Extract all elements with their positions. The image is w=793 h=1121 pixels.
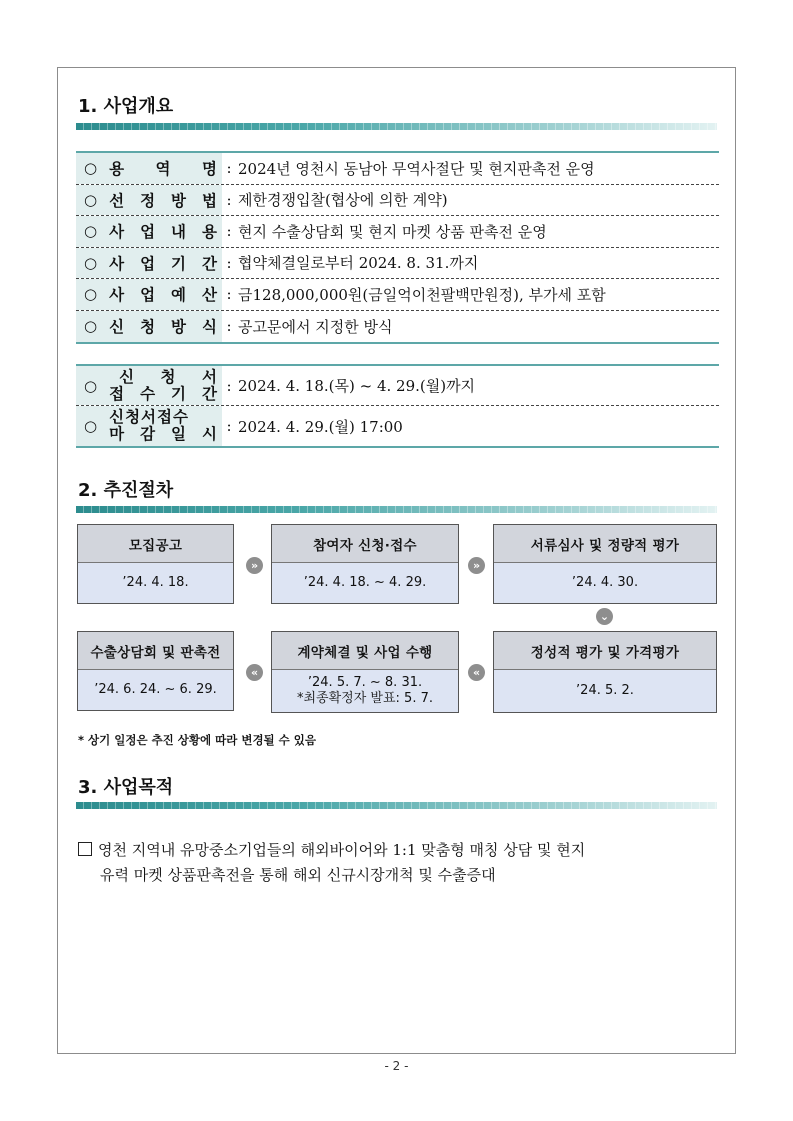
colon: : bbox=[226, 376, 232, 395]
flow-step-date: ’24. 4. 18. ~ 4. 29. bbox=[303, 575, 427, 590]
arrow-down-icon: ⌄ bbox=[596, 608, 613, 625]
schedule-note: * 상기 일정은 추진 상황에 따라 변경될 수 있음 bbox=[78, 733, 317, 747]
row-label: 사 업 내 용 bbox=[109, 223, 218, 242]
flow-step-date: ’24. 4. 30. bbox=[571, 575, 639, 590]
schedule-table bbox=[76, 364, 719, 448]
colon: : bbox=[226, 285, 232, 304]
row-value: 현지 수출상담회 및 현지 마켓 상품 판촉전 운영 bbox=[238, 222, 547, 241]
flow-step-title: 수출상담회 및 판촉전 bbox=[78, 632, 233, 670]
bullet-circle: ○ bbox=[84, 190, 98, 209]
page-number: - 2 - bbox=[384, 1059, 409, 1073]
flow-step-contract bbox=[271, 631, 459, 713]
flow-step-title: 모집공고 bbox=[78, 525, 233, 563]
checkbox-bullet-icon bbox=[78, 842, 92, 856]
flow-step-title: 서류심사 및 정량적 평가 bbox=[494, 525, 716, 563]
bullet-circle: ○ bbox=[84, 376, 98, 395]
row-value: 협약체결일로부터 2024. 8. 31.까지 bbox=[238, 254, 479, 273]
schedule-row-application-period bbox=[76, 366, 719, 406]
row-value: 2024년 영천시 동남아 무역사절단 및 현지판촉전 운영 bbox=[238, 159, 595, 178]
row-label: 선 정 방 법 bbox=[109, 191, 218, 210]
arrow-left-icon: « bbox=[246, 664, 263, 681]
flow-step-qualitative-evaluation bbox=[493, 631, 717, 713]
row-label: 사 업 예 산 bbox=[109, 286, 218, 305]
purpose-line2: 유력 마켓 상품판촉전을 통해 해외 신규시장개척 및 수출증대 bbox=[100, 866, 496, 884]
overview-row-business-period bbox=[76, 248, 719, 280]
section-underline bbox=[76, 506, 717, 513]
schedule-row-deadline bbox=[76, 406, 719, 446]
flow-step-date: ’24. 5. 2. bbox=[576, 683, 634, 698]
flow-step-recruitment bbox=[77, 524, 234, 604]
section-title-overview: 1. 사업개요 bbox=[78, 96, 174, 117]
overview-row-budget bbox=[76, 279, 719, 311]
section-title-purpose: 3. 사업목적 bbox=[78, 777, 174, 798]
row-value: 2024. 4. 18.(목) ~ 4. 29.(월)까지 bbox=[238, 377, 476, 395]
flow-step-date: ’24. 4. 18. bbox=[122, 575, 189, 590]
row-label: 신 청 방 식 bbox=[109, 318, 218, 337]
flow-step-document-review bbox=[493, 524, 717, 604]
flow-step-title: 정성적 평가 및 가격평가 bbox=[494, 632, 716, 670]
row-label-line1: 신청서접수 bbox=[109, 408, 189, 426]
flow-step-application bbox=[271, 524, 459, 604]
row-label-line2: 접 수 기 간 bbox=[109, 384, 218, 403]
row-value: 제한경쟁입찰(협상에 의한 계약) bbox=[238, 191, 448, 210]
overview-table bbox=[76, 151, 719, 344]
flow-step-title: 계약체결 및 사업 수행 bbox=[272, 632, 458, 670]
bullet-circle: ○ bbox=[84, 285, 98, 304]
bullet-circle: ○ bbox=[84, 222, 98, 241]
colon: : bbox=[226, 190, 232, 209]
colon: : bbox=[226, 317, 232, 336]
overview-row-application-method bbox=[76, 311, 719, 343]
purpose-line1: 영천 지역내 유망중소기업들의 해외바이어와 1:1 맞춤형 매칭 상담 및 현지 bbox=[98, 841, 586, 859]
bullet-circle: ○ bbox=[84, 417, 98, 435]
section-title-procedure: 2. 추진절차 bbox=[78, 480, 174, 501]
section-underline bbox=[76, 802, 717, 809]
section-underline bbox=[76, 123, 717, 130]
overview-row-business-content bbox=[76, 216, 719, 248]
bullet-circle: ○ bbox=[84, 159, 98, 178]
bullet-circle: ○ bbox=[84, 253, 98, 272]
row-value: 2024. 4. 29.(월) 17:00 bbox=[238, 417, 403, 436]
flow-step-date: ’24. 6. 24. ~ 6. 29. bbox=[94, 682, 217, 697]
flow-step-title: 참여자 신청·접수 bbox=[272, 525, 458, 563]
row-value: 공고문에서 지정한 방식 bbox=[238, 317, 393, 336]
overview-row-service-name bbox=[76, 153, 719, 185]
arrow-right-icon: » bbox=[468, 557, 485, 574]
overview-row-selection-method bbox=[76, 185, 719, 217]
bullet-circle: ○ bbox=[84, 317, 98, 336]
colon: : bbox=[226, 417, 232, 435]
colon: : bbox=[226, 253, 232, 272]
arrow-left-icon: « bbox=[468, 664, 485, 681]
arrow-right-icon: » bbox=[246, 557, 263, 574]
flow-step-date: ’24. 5. 7. ~ 8. 31. bbox=[307, 675, 423, 690]
colon: : bbox=[226, 159, 232, 178]
row-label: 사 업 기 간 bbox=[109, 254, 218, 273]
row-value: 금128,000,000원(금일억이천팔백만원정), 부가세 포함 bbox=[238, 285, 606, 304]
flow-step-date-note: *최종확정자 발표: 5. 7. bbox=[297, 691, 433, 706]
row-label: 용 역 명 bbox=[109, 160, 218, 179]
flow-step-export-fair bbox=[77, 631, 234, 711]
colon: : bbox=[226, 222, 232, 241]
row-label-line2: 마 감 일 시 bbox=[109, 425, 218, 443]
row-label-line1: 신 청 서 bbox=[119, 367, 218, 386]
purpose-text bbox=[78, 838, 718, 888]
